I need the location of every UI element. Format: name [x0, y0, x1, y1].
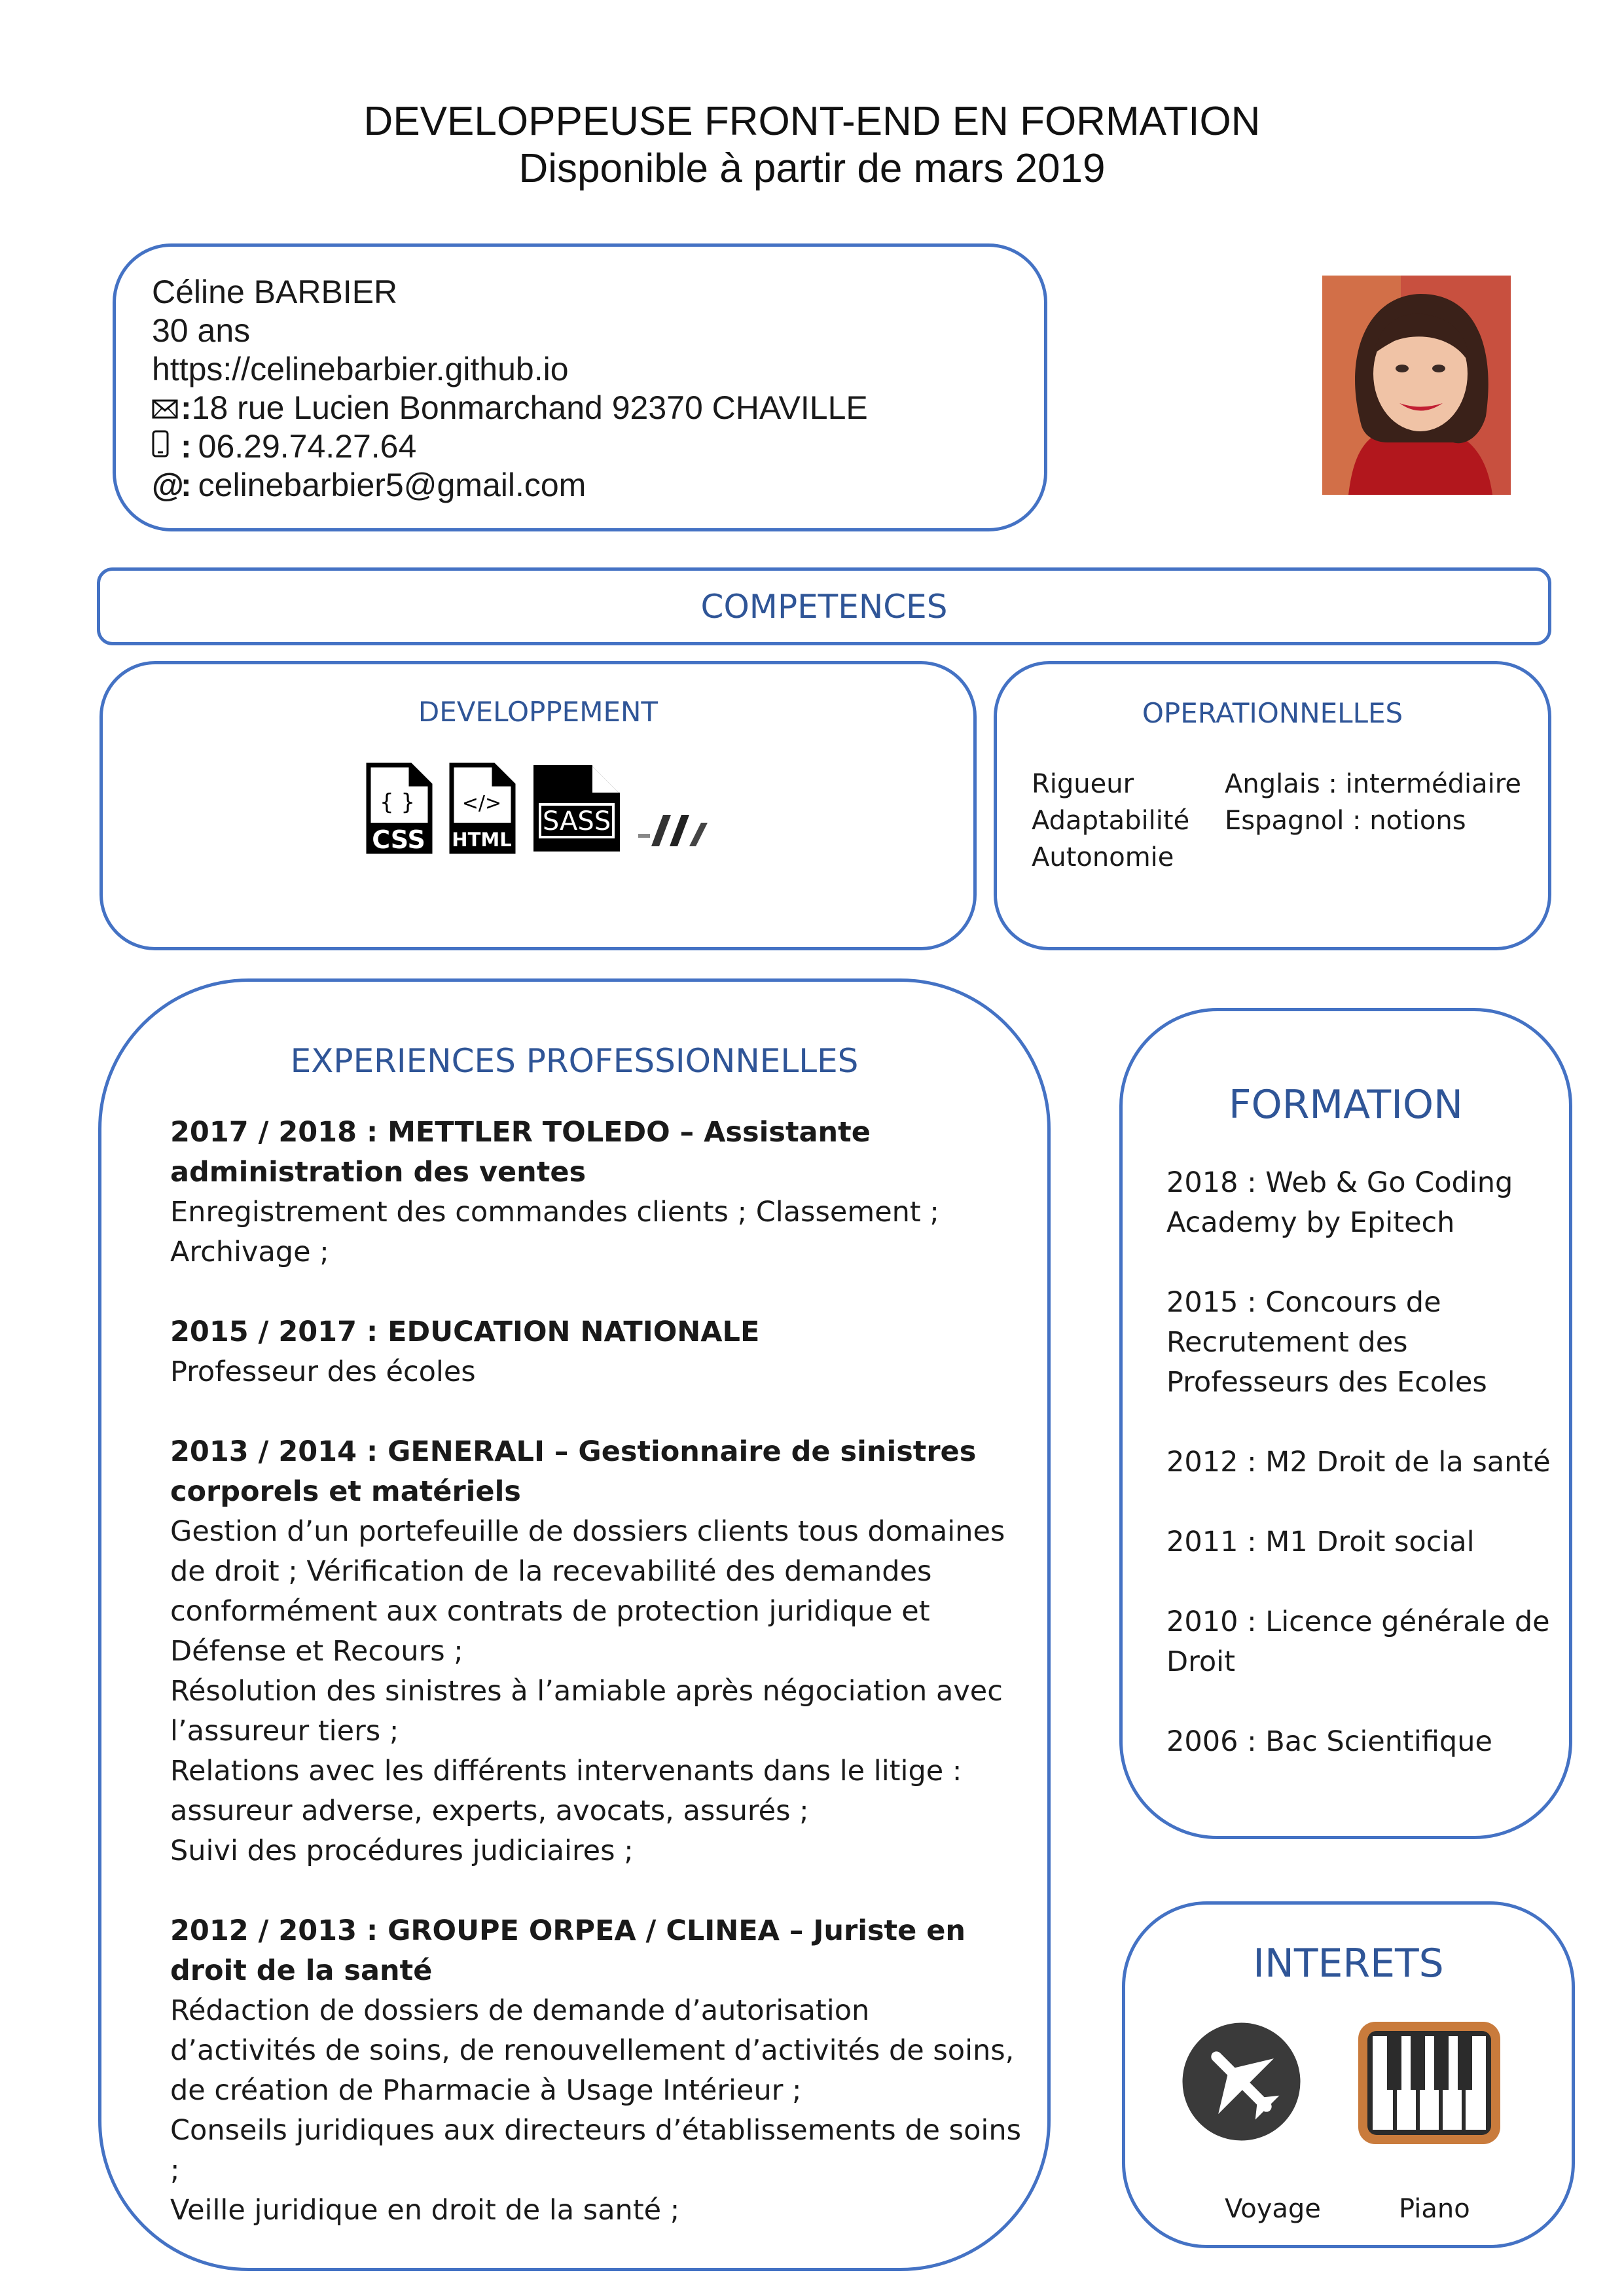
formation-item: 2011 : M1 Droit social [1166, 1526, 1475, 1558]
skill-item: Adaptabilité [1032, 806, 1190, 836]
html-file-icon [448, 762, 516, 857]
contact-address: 18 rue Lucien Bonmarchand 92370 CHAVILLE [191, 389, 868, 426]
skill-item: Autonomie [1032, 842, 1174, 872]
experiences-card [98, 978, 1051, 2271]
contact-address-line [152, 389, 868, 427]
html-label: HTML [452, 829, 512, 851]
job-title: 2015 / 2017 : EDUCATION NATIONALE [170, 1316, 760, 1348]
job-line: Conseils juridiques aux directeurs d’établissements de soins ; [170, 2114, 1021, 2187]
interets-title: INTERETS [1253, 1941, 1444, 1986]
sass-label: SASS [542, 806, 611, 836]
colon: : [181, 389, 192, 426]
contact-card [113, 243, 1047, 531]
contact-email-line [152, 466, 868, 505]
interest-label-voyage: Voyage [1225, 2194, 1321, 2224]
formation-item: 2018 : Web & Go Coding Academy by Epitech [1166, 1166, 1513, 1239]
mobile-phone-icon [152, 427, 181, 466]
html-glyph: </> [461, 792, 502, 815]
css-file-icon [365, 762, 433, 857]
language-item: Anglais : intermédiaire [1225, 769, 1521, 799]
page-title: DEVELOPPEUSE FRONT-END EN FORMATION [363, 99, 1261, 144]
formation-item: 2006 : Bac Scientifique [1166, 1725, 1492, 1758]
job-line: Rédaction de dossiers de demande d’autorisation d’activités de soins, de renouvellement d’activités de soins, de création de Pharmacie à Usage Intérieur ; [170, 1994, 1015, 2107]
job-line: Enregistrement des commandes clients ; Classement ; Archivage ; [170, 1196, 939, 1268]
formation-item: 2015 : Concours de Recrutement des Professeurs des Ecoles [1166, 1286, 1487, 1399]
interets-card [1122, 1901, 1575, 2248]
job-line: Veille juridique en droit de la santé ; [170, 2194, 680, 2227]
competences-header [97, 567, 1551, 645]
job-title: 2013 / 2014 : GENERALI – Gestionnaire de sinistres corporels et matériels [170, 1435, 977, 1508]
job-line: Suivi des procédures judiciaires ; [170, 1835, 634, 1867]
envelope-icon [152, 389, 181, 427]
developpement-title: DEVELOPPEMENT [418, 696, 659, 728]
job-entry [170, 1911, 1021, 2231]
sass-file-icon [531, 762, 623, 857]
experiences-title: EXPERIENCES PROFESSIONNELLES [290, 1042, 859, 1080]
skill-item: Rigueur [1032, 769, 1134, 799]
developpement-card [99, 661, 977, 950]
contact-age: 30 ans [152, 312, 251, 349]
contact-website[interactable]: https://celinebarbier.github.io [152, 351, 569, 387]
formation-card [1119, 1008, 1572, 1839]
formation-title: FORMATION [1228, 1082, 1464, 1128]
job-entry [170, 1113, 1021, 1272]
job-line: Relations avec les différents intervenants dans le litige : assureur adverse, experts, avocats, assurés ; [170, 1755, 962, 1827]
operationnelles-card [994, 661, 1551, 950]
page-subtitle: Disponible à partir de mars 2019 [518, 146, 1106, 191]
job-line: Résolution des sinistres à l’amiable après négociation avec l’assureur tiers ; [170, 1675, 1003, 1748]
language-item: Espagnol : notions [1225, 806, 1466, 836]
piano-icon [1356, 2019, 1503, 2149]
contact-name: Céline BARBIER [152, 274, 398, 310]
job-entry [170, 1312, 1021, 1392]
job-title: 2017 / 2018 : METTLER TOLEDO – Assistante administration des ventes [170, 1116, 871, 1189]
at-icon: @ [152, 467, 184, 503]
airplane-icon [1181, 2021, 1302, 2145]
competences-title: COMPETENCES [700, 587, 948, 626]
css-label: CSS [372, 825, 425, 854]
contact-email[interactable]: celinebarbier5@gmail.com [198, 467, 586, 503]
job-line: Gestion d’un portefeuille de dossiers clients tous domaines de droit ; Vérification de la recevabilité des demandes conformément aux contrats de protection juridique et Défense et Recours ; [170, 1515, 1005, 1668]
css-glyph: { } [379, 789, 416, 816]
contact-phone-line [152, 427, 868, 466]
colon: : [181, 428, 192, 465]
operationnelles-title: OPERATIONNELLES [1142, 697, 1403, 729]
job-title: 2012 / 2013 : GROUPE ORPEA / CLINEA – Juriste en droit de la santé [170, 1914, 966, 1987]
contact-phone: 06.29.74.27.64 [198, 428, 417, 465]
colon: : [181, 467, 192, 503]
formation-item: 2012 : M2 Droit de la santé [1166, 1446, 1551, 1479]
job-line: Professeur des écoles [170, 1355, 476, 1388]
interest-label-piano: Piano [1399, 2194, 1470, 2224]
formation-item: 2010 : Licence générale de Droit [1166, 1605, 1550, 1678]
slash-logo-icon [637, 789, 715, 857]
job-entry [170, 1432, 1021, 1871]
profile-photo [1322, 276, 1511, 495]
